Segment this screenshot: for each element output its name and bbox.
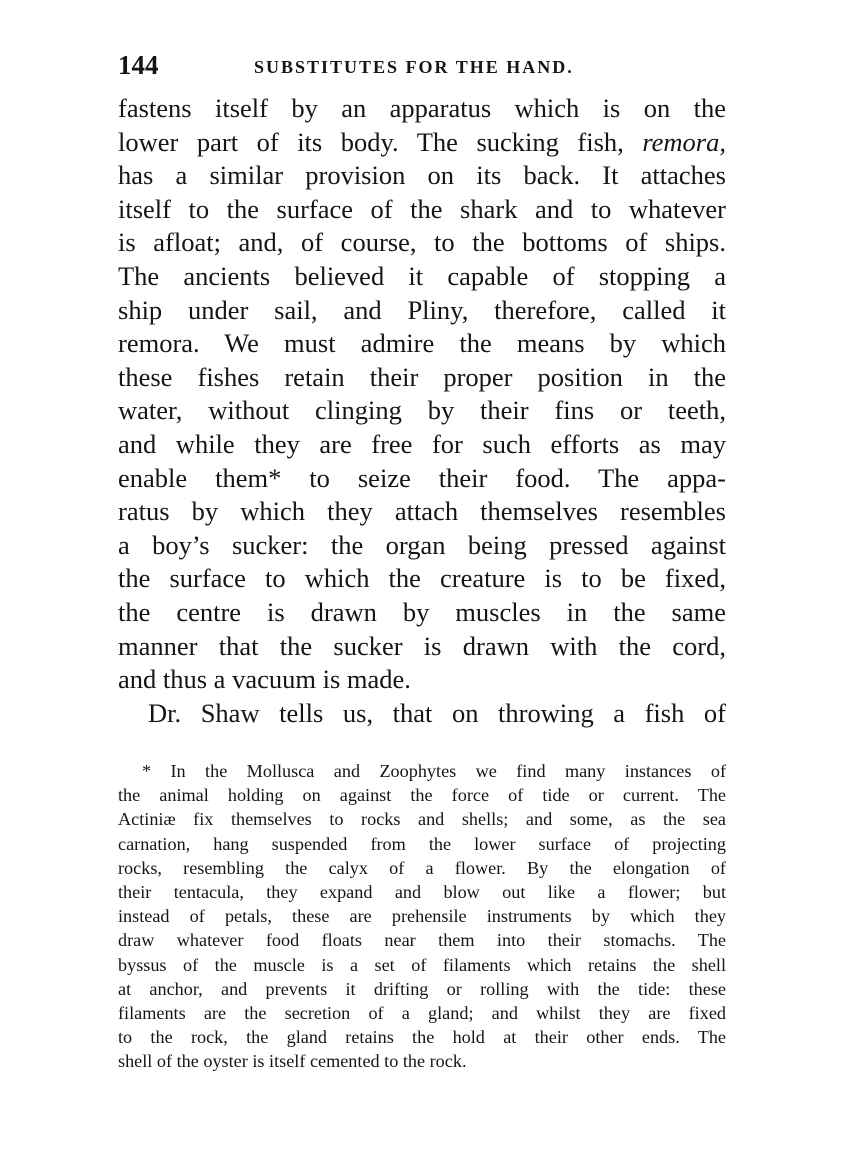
body-line: remora. We must admire the means by which: [118, 328, 726, 359]
body-line: and thus a vacuum is made.: [118, 664, 411, 695]
footnote-line: at anchor, and prevents it drifting or rolling with the tide: these: [118, 978, 726, 999]
footnote-line: rocks, resembling the calyx of a flower. By the elongation of: [118, 857, 726, 878]
body-text: [118, 92, 726, 730]
running-head: [118, 48, 726, 82]
body-line: these fishes retain their proper position in the: [118, 361, 726, 392]
body-line: the surface to which the creature is to be fixed,: [118, 563, 726, 594]
body-line: enable them* to seize their food. The appa-: [118, 462, 726, 493]
body-line: is afloat; and, of course, to the bottoms of ships.: [118, 227, 726, 258]
body-line-text: lower part of its body. The sucking fish,: [118, 126, 624, 157]
body-line: fastens itself by an apparatus which is on the: [118, 93, 726, 123]
body-line: Dr. Shaw tells us, that on throwing a fish of: [148, 697, 726, 728]
footnote-line: * In the Mollusca and Zoophytes we find many instances of: [142, 761, 726, 781]
body-line: manner that the sucker is drawn with the cord,: [118, 630, 726, 661]
body-line: ratus by which they attach themselves resembles: [118, 496, 726, 527]
footnote-line: the animal holding on against the force of tide or current. The: [118, 785, 726, 806]
body-line: the centre is drawn by muscles in the same: [118, 596, 726, 627]
footnote-line: filaments are the secretion of a gland; and whilst they are fixed: [118, 1002, 726, 1023]
body-line: ship under sail, and Pliny, therefore, called it: [118, 294, 726, 325]
footnote-line: Actiniæ fix themselves to rocks and shells; and some, as the sea: [118, 809, 726, 830]
body-line: itself to the surface of the shark and to whatever: [118, 193, 726, 224]
body-line: water, without clinging by their fins or teeth,: [118, 395, 726, 426]
footnote-line: to the rock, the gland retains the hold at their other ends. The: [118, 1027, 726, 1048]
footnote-line: byssus of the muscle is a set of filaments which retains the shell: [118, 954, 726, 975]
footnote-line: carnation, hang suspended from the lower surface of projecting: [118, 833, 726, 854]
running-title: SUBSTITUTES FOR THE HAND.: [254, 57, 574, 77]
page-number: 144: [118, 50, 159, 80]
footnote-line: shell of the oyster is itself cemented to the rock.: [118, 1051, 467, 1072]
body-line: and while they are free for such efforts as may: [118, 428, 726, 459]
footnote-line: instead of petals, these are prehensile instruments by which they: [118, 906, 726, 927]
body-line: The ancients believed it capable of stopping a: [118, 260, 726, 291]
footnote-line: draw whatever food floats near them into their stomachs. The: [118, 930, 726, 951]
footnote-line: their tentacula, they expand and blow out like a flower; but: [118, 881, 726, 902]
body-line: a boy’s sucker: the organ being pressed against: [118, 529, 726, 560]
body-line: [118, 126, 726, 160]
footnote: [118, 759, 726, 1073]
body-line: has a similar provision on its back. It attaches: [118, 160, 726, 191]
italic-word: remora,: [642, 126, 726, 157]
